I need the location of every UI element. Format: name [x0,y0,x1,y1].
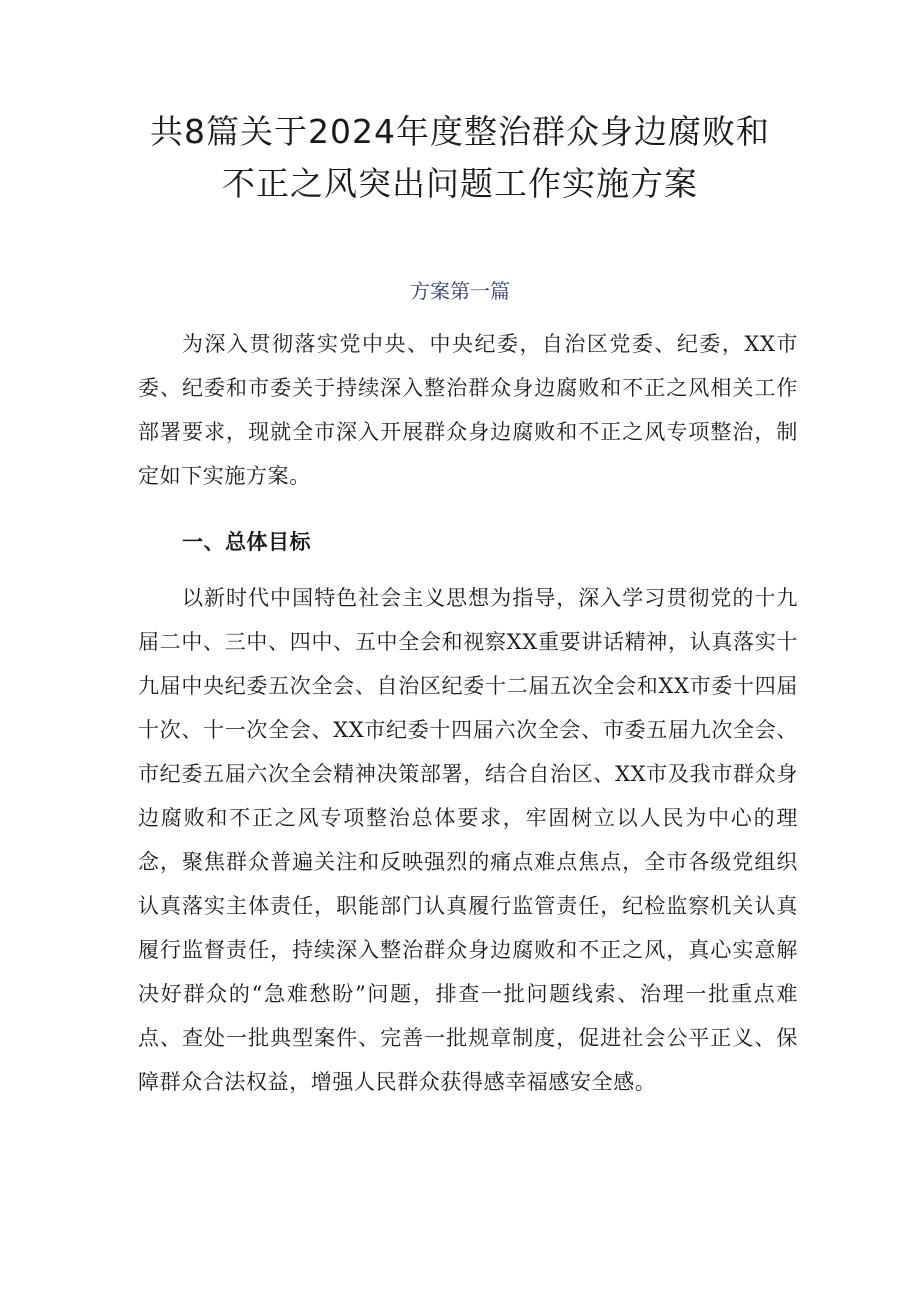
section-subtitle: 方案第一篇 [410,279,510,303]
section-heading-overall-goal: 一、总体目标 [182,530,311,554]
intro-paragraph: 为深入贯彻落实党中央、中央纪委，自治区党委、纪委，XX市委、纪委和市委关于持续深入整治群众身边腐败和不正之风相关工作部署要求，现就全市深入开展群众身边腐败和不正之风专项整治，制定如下实施方案。 [138,332,798,488]
document-title-line-2: 不正之风突出问题工作实施方案 [222,164,698,203]
document-title-line-1: 共8篇关于2024年度整治群众身边腐败和 [150,112,770,151]
overall-goal-paragraph: 以新时代中国特色社会主义思想为指导，深入学习贯彻党的十九届二中、三中、四中、五中全会和视察XX重要讲话精神，认真落实十九届中央纪委五次全会、自治区纪委十二届五次全会和XX市委十四届十次、十一次全会、XX市纪委十四届六次全会、市委五届九次全会、市纪委五届六次全会精神决策部署，结合自治区、XX市及我市群众身边腐败和不正之风专项整治总体要求，牢固树立以人民为中心的理念，聚焦群众普遍关注和反映强烈的痛点难点焦点，全市各级党组织认真落实主体责任，职能部门认真履行监管责任，纪检监察机关认真履行监督责任，持续深入整治群众身边腐败和不正之风，真心实意解决好群众的“急难愁盼”问题，排查一批问题线索、治理一批重点难点、查处一批典型案件、完善一批规章制度，促进社会公平正义、保障群众合法权益，增强人民群众获得感幸福感安全感。 [138,586,798,1094]
